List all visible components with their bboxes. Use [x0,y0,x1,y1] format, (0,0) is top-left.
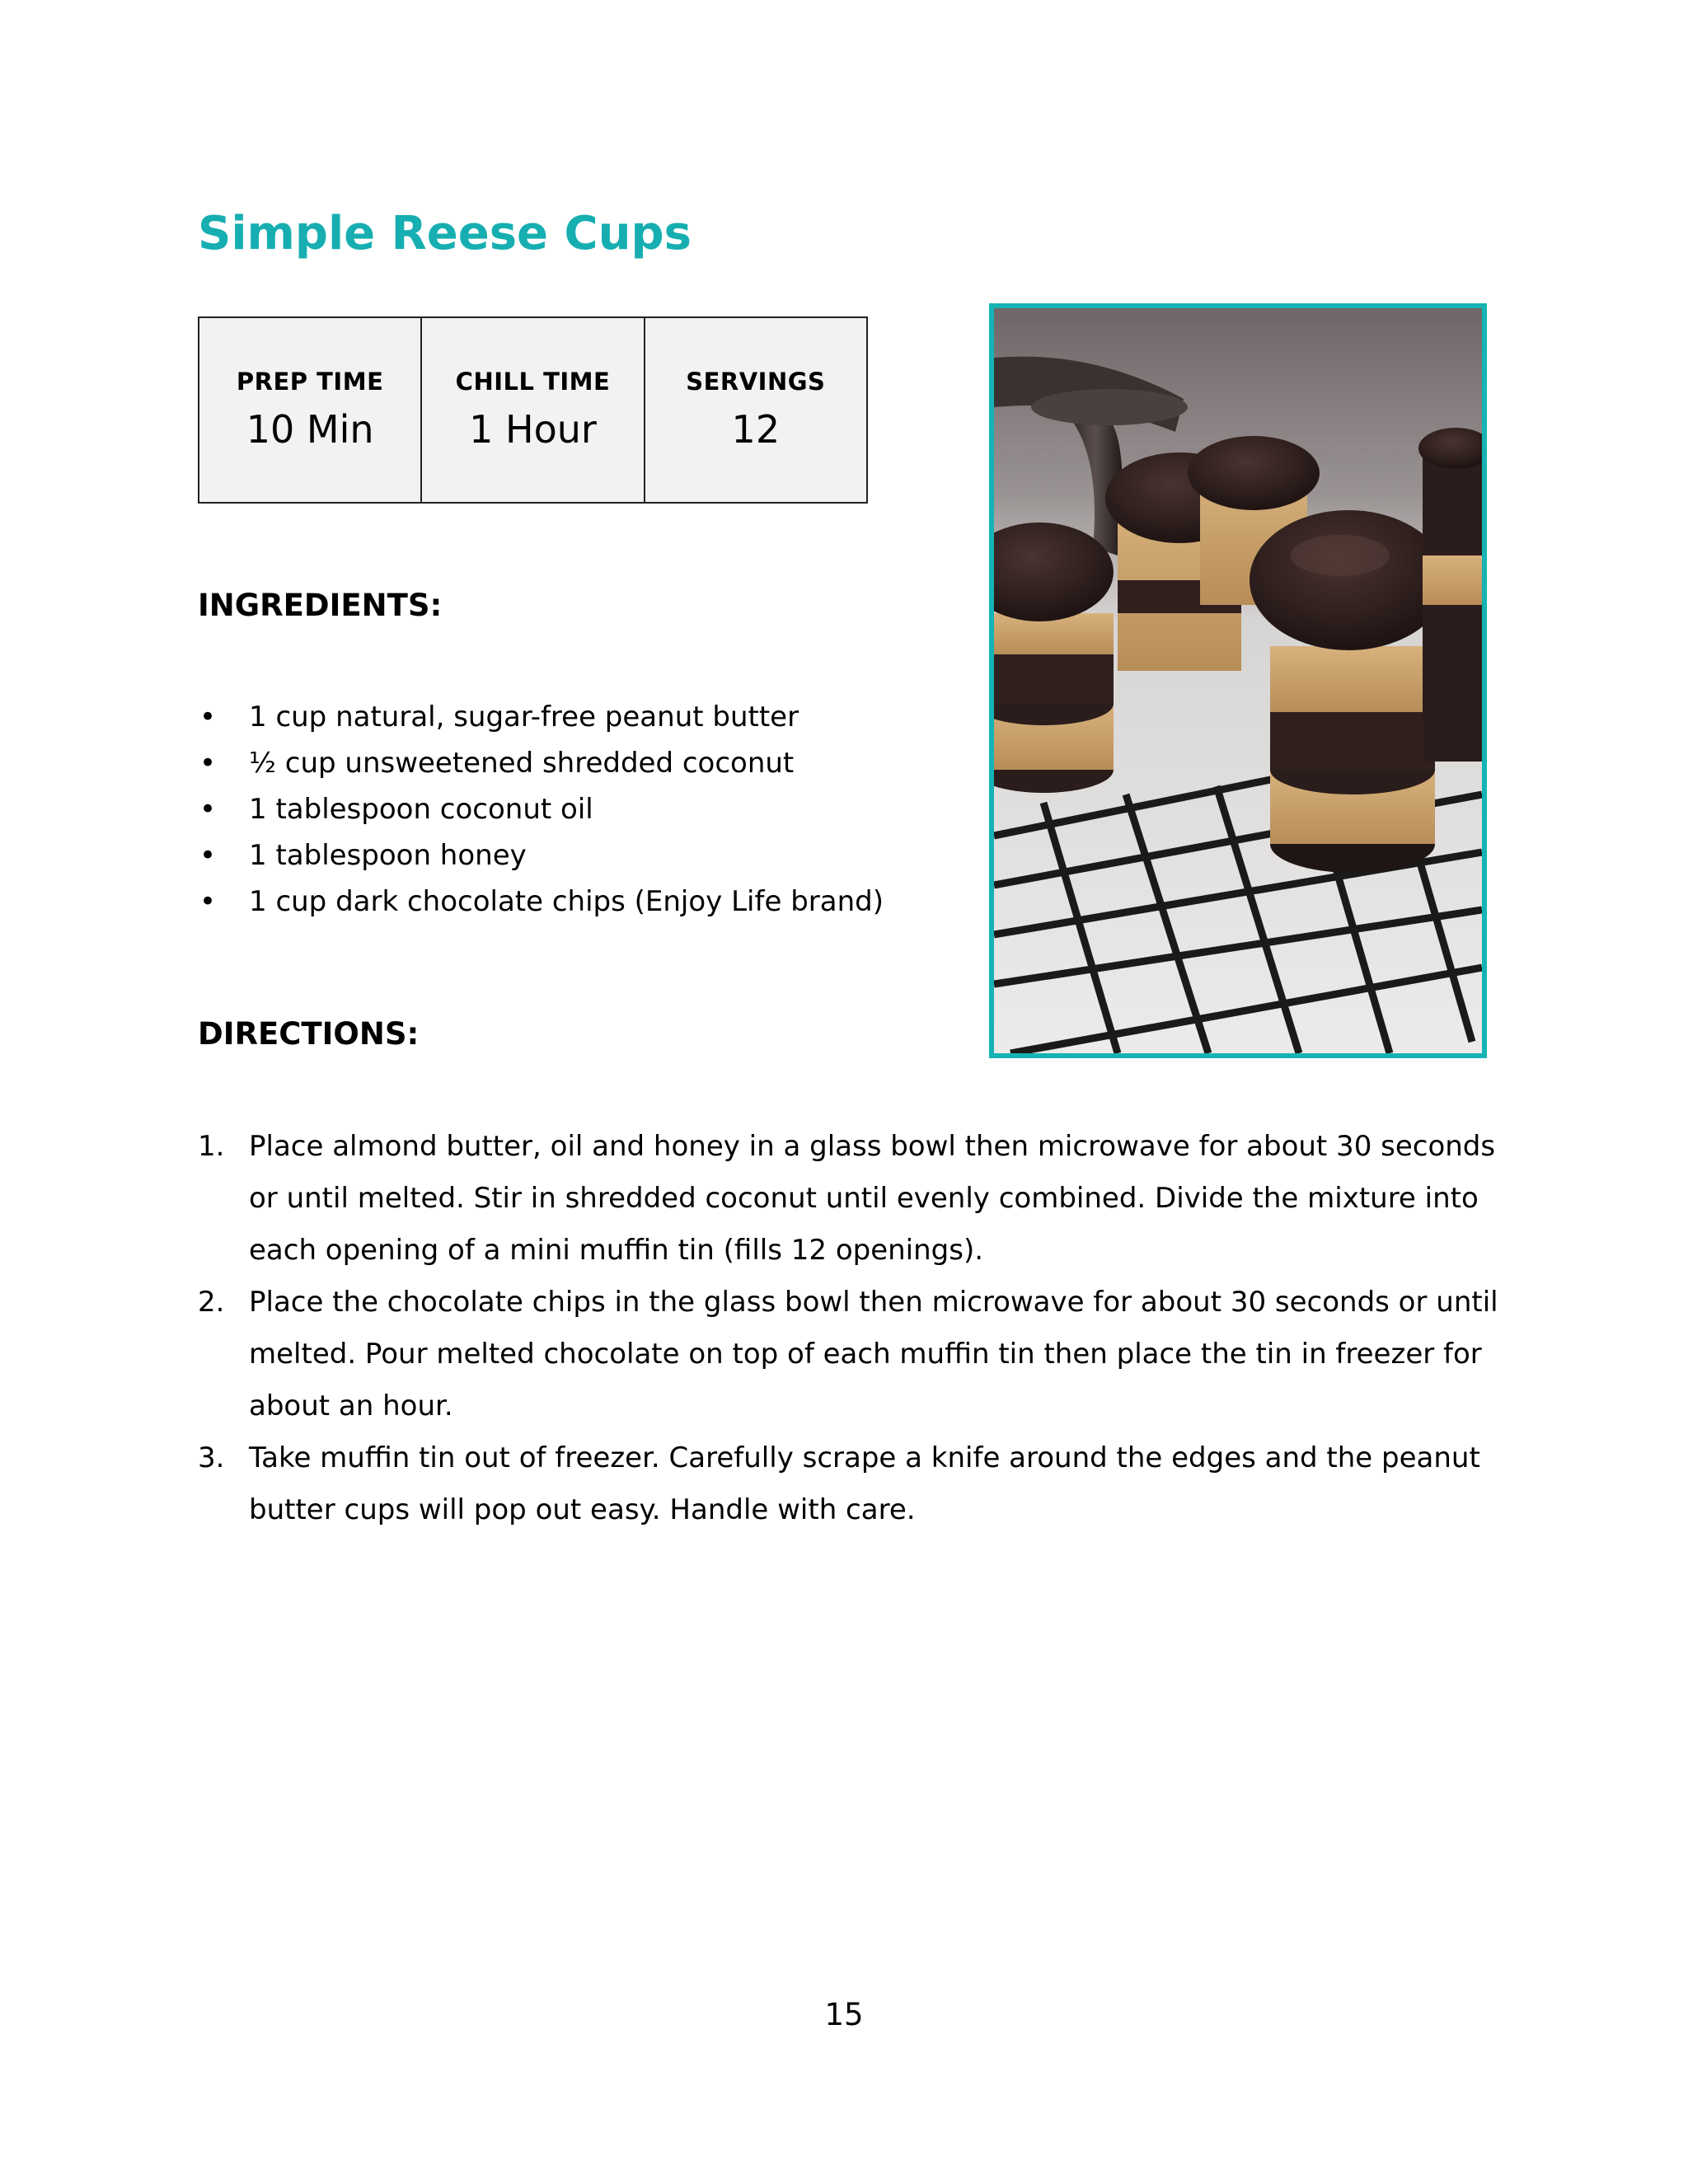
ingredient-text: 1 tablespoon coconut oil [249,793,593,826]
servings-cell [645,317,867,503]
step-text: Place the chocolate chips in the glass bowl then microwave for about 30 seconds or until melted. Pour melted chocolate on top of each muffin tin then place the tin in freezer for about an hour. [249,1286,1498,1422]
peanut-butter-cups-photo [994,308,1482,1053]
ingredient-item [198,879,884,925]
prep-time-value: 10 Min [246,406,374,452]
recipe-photo [989,303,1487,1058]
directions-heading: DIRECTIONS: [198,1016,420,1052]
ingredients-list [198,694,884,925]
recipe-title: Simple Reese Cups [198,207,692,260]
step-number: 3. [198,1441,225,1474]
servings-label: SERVINGS [686,367,826,396]
page-number: 15 [824,1997,864,2032]
ingredient-item [198,694,884,740]
prep-time-label: PREP TIME [236,367,384,396]
chill-time-label: CHILL TIME [455,367,611,396]
bullet-icon: • [199,793,217,826]
ingredient-text: 1 cup natural, sugar-free peanut butter [249,701,799,733]
step-number: 2. [198,1286,225,1319]
direction-step [198,1277,1500,1432]
ingredient-text: ½ cup unsweetened shredded coconut [249,747,795,780]
bullet-icon: • [199,747,217,780]
direction-step [198,1432,1500,1536]
bullet-icon: • [199,839,217,872]
step-number: 1. [198,1130,225,1163]
direction-step [198,1121,1500,1277]
bullet-icon: • [199,885,217,918]
recipe-info-table [198,316,868,504]
directions-list [198,1121,1500,1536]
ingredient-text: 1 tablespoon honey [249,839,527,872]
servings-value: 12 [731,406,781,452]
bullet-icon: • [199,701,217,733]
ingredient-text: 1 cup dark chocolate chips (Enjoy Life brand) [249,885,884,918]
ingredient-item [198,832,884,879]
prep-time-cell [199,317,421,503]
chill-time-cell [421,317,644,503]
ingredient-item [198,740,884,786]
chill-time-value: 1 Hour [469,406,597,452]
recipe-info-row [199,317,867,503]
step-text: Take muffin tin out of freezer. Carefully scrape a knife around the edges and the peanut butter cups will pop out easy. Handle with care. [249,1441,1480,1526]
ingredients-heading: INGREDIENTS: [198,588,443,623]
ingredient-item [198,786,884,832]
step-text: Place almond butter, oil and honey in a glass bowl then microwave for about 30 seconds or until melted. Stir in shredded coconut until evenly combined. Divide the mixture into each opening of a mini muffin tin (fills 12 openings). [249,1130,1496,1267]
